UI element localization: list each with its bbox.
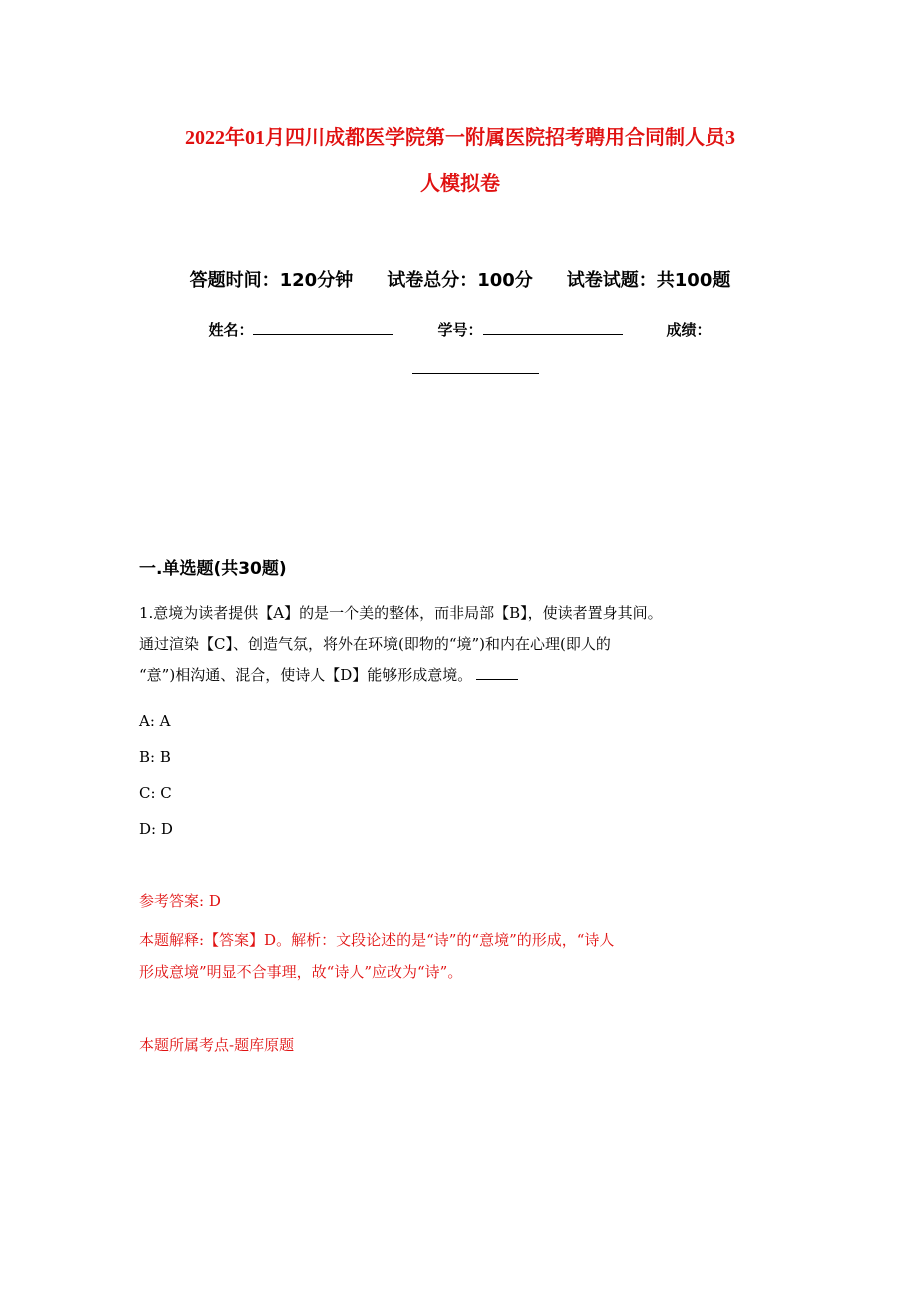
option-c[interactable]: C: C bbox=[139, 784, 172, 802]
exam-time: 答题时间：120分钟 bbox=[189, 270, 354, 291]
answer-blank[interactable] bbox=[476, 663, 518, 680]
knowledge-point: 本题所属考点-题库原题 bbox=[139, 1036, 295, 1054]
explanation-line-1: 本题解释:【答案】D。解析：文段论述的是“诗”的“意境”的形成，“诗人 bbox=[139, 931, 615, 949]
exam-question-count: 试卷试题：共100题 bbox=[566, 270, 731, 291]
explanation-line-2: 形成意境”明显不合事理，故“诗人”应改为“诗”。 bbox=[139, 963, 463, 981]
exam-info bbox=[0, 268, 920, 294]
score-blank[interactable] bbox=[412, 373, 539, 374]
exam-title-line-2: 人模拟卷 bbox=[420, 173, 500, 195]
section-title: 一.单选题(共30题) bbox=[139, 559, 287, 579]
option-b[interactable]: B: B bbox=[139, 748, 171, 766]
score-label: 成绩： bbox=[666, 321, 712, 339]
exam-title-line-1: 2022年01月四川成都医学院第一附属医院招考聘用合同制人员3 bbox=[185, 127, 735, 149]
question-line-1: 1.意境为读者提供【A】的是一个美的整体，而非局部【B】，使读者置身其间。 bbox=[139, 604, 663, 622]
option-d[interactable]: D: D bbox=[139, 820, 173, 838]
id-label: 学号： bbox=[437, 321, 483, 339]
name-blank[interactable] bbox=[253, 320, 393, 335]
option-a[interactable]: A: A bbox=[139, 712, 171, 730]
question-line-3: “意”)相沟通、混合，使诗人【D】能够形成意境。 bbox=[139, 666, 473, 684]
id-blank[interactable] bbox=[483, 320, 623, 335]
answer-explanation bbox=[139, 924, 789, 988]
question-line-2: 通过渲染【C】、创造气氛，将外在环境(即物的“境”)和内在心理(即人的 bbox=[139, 635, 611, 653]
student-fields bbox=[0, 318, 920, 342]
exam-total-score: 试卷总分：100分 bbox=[387, 270, 533, 291]
reference-answer: 参考答案: D bbox=[139, 892, 221, 910]
question-stem bbox=[139, 598, 789, 691]
name-label: 姓名： bbox=[208, 321, 254, 339]
